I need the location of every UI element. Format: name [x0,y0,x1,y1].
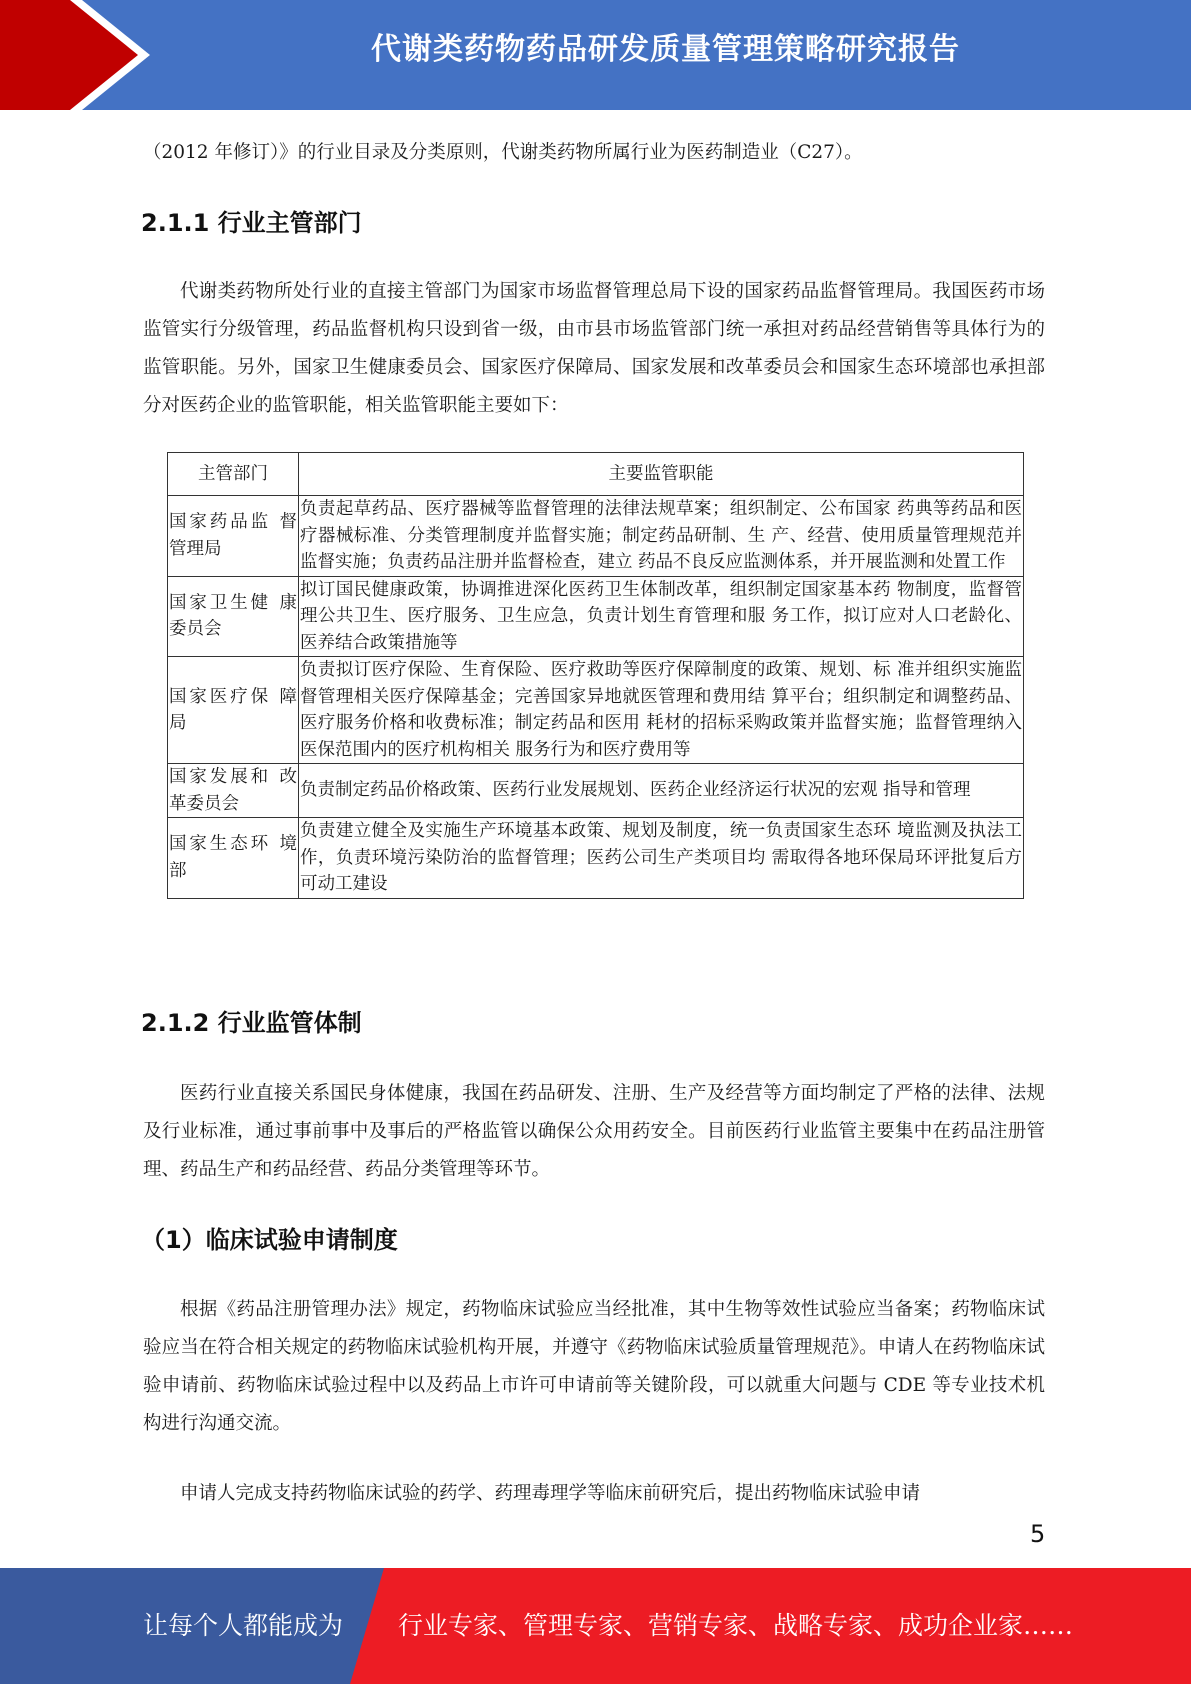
section-2-paragraph: 医药行业直接关系国民身体健康，我国在药品研发、注册、生产及经营等方面均制定了严格的法律、法规及行业标准，通过事前事中及事后的严格监管以确保公众用药安全。目前医药行业监管主要集中在药品注册管理、药品生产和药品经营、药品分类管理等环节。 [143,1083,1045,1180]
subsection-1-paragraph-1: 根据《药品注册管理办法》规定，药物临床试验应当经批准，其中生物等效性试验应当备案；药物临床试验应当在符合相关规定的药物临床试验机构开展，并遵守《药物临床试验质量管理规范》。申请人在药物临床试验申请前、药物临床试验过程中以及药品上市许可申请前等关键阶段，可以就重大问题与 CDE 等专业技术机构进行沟通交流。 [143,1299,1045,1434]
table-row [168,496,1024,577]
section-1-paragraph: 代谢类药物所处行业的直接主管部门为国家市场监督管理总局下设的国家药品监督管理局。我国医药市场监管实行分级管理，药品监督机构只设到省一级，由市县市场监管部门统一承担对药品经营销售等具体行为的监管职能。另外，国家卫生健康委员会、国家医疗保障局、国家发展和改革委员会和国家生态环境部也承担部分对医药企业的监管职能，相关监管职能主要如下： [143,281,1045,416]
subsection-1-paragraph-2: 申请人完成支持药物临床试验的药学、药理毒理学等临床前研究后，提出药物临床试验申请 [180,1483,921,1504]
section-heading-2-1-2: 2.1.2 行业监管体制 [141,1009,362,1037]
table-row [168,576,1024,657]
page-header [0,0,1191,110]
subsection-1-body [143,1291,1045,1443]
table-cell-duty: 拟订国民健康政策，协调推进深化医药卫生体制改革，组织制定国家基本药 物制度，监督管理公共卫生、医疗服务、卫生应急，负责计划生育管理和服 务工作，拟订应对人口老龄化、医养结合政策措施等 [299,576,1024,657]
table-cell-duty: 负责建立健全及实施生产环境基本政策、规划及制度，统一负责国家生态环 境监测及执法工作，负责环境污染防治的监督管理；医药公司生产类项目均 需取得各地环保局环评批复后方可动工建设 [299,818,1024,899]
table-cell-dept: 国家药品监 督管理局 [168,496,299,577]
table-cell-dept: 国家医疗保 障局 [168,657,299,764]
footer-slogan-right: 行业专家、管理专家、营销专家、战略专家、成功企业家…… [398,1611,1074,1640]
table-row [168,657,1024,764]
regulator-table [167,452,1024,899]
table-cell-dept: 国家卫生健 康委员会 [168,576,299,657]
intro-block [143,134,1045,172]
table-cell-dept: 国家发展和 改革委员会 [168,764,299,818]
subsection-1-body-2 [143,1475,1045,1513]
section-2-body [143,1075,1045,1189]
page-footer [0,1568,1191,1684]
table-header-duty: 主要监管职能 [299,453,1024,496]
page-number: 5 [1030,1520,1046,1548]
table-cell-dept: 国家生态环 境部 [168,818,299,899]
table-cell-duty: 负责起草药品、医疗器械等监督管理的法律法规草案；组织制定、公布国家 药典等药品和医疗器械标准、分类管理制度并监督实施；制定药品研制、生 产、经营、使用质量管理规范并监督实施；负责药品注册并监督检查，建立 药品不良反应监测体系，并开展监测和处置工作 [299,496,1024,577]
intro-line: （2012 年修订）》的行业目录及分类原则，代谢类药物所属行业为医药制造业（C27）。 [143,142,863,163]
footer-slogan-left: 让每个人都能成为 [143,1611,344,1640]
report-title: 代谢类药物药品研发质量管理策略研究报告 [371,32,960,67]
table-header-row [168,453,1024,496]
section-heading-2-1-1: 2.1.1 行业主管部门 [141,209,362,237]
table-cell-duty: 负责制定药品价格政策、医药行业发展规划、医药企业经济运行状况的宏观 指导和管理 [299,764,1024,818]
section-1-body [143,273,1045,425]
table-header-dept: 主管部门 [168,453,299,496]
subsection-heading-clinical-trial: （1）临床试验申请制度 [141,1226,398,1254]
table-row [168,764,1024,818]
table-cell-duty: 负责拟订医疗保险、生育保险、医疗救助等医疗保障制度的政策、规划、标 准并组织实施监督管理相关医疗保障基金；完善国家异地就医管理和费用结 算平台；组织制定和调整药品、医疗服务价格和收费标准；制定药品和医用 耗材的招标采购政策并监督实施；监督管理纳入医保范围内的医疗机构相关 服务行为和医疗费用等 [299,657,1024,764]
table-row [168,818,1024,899]
